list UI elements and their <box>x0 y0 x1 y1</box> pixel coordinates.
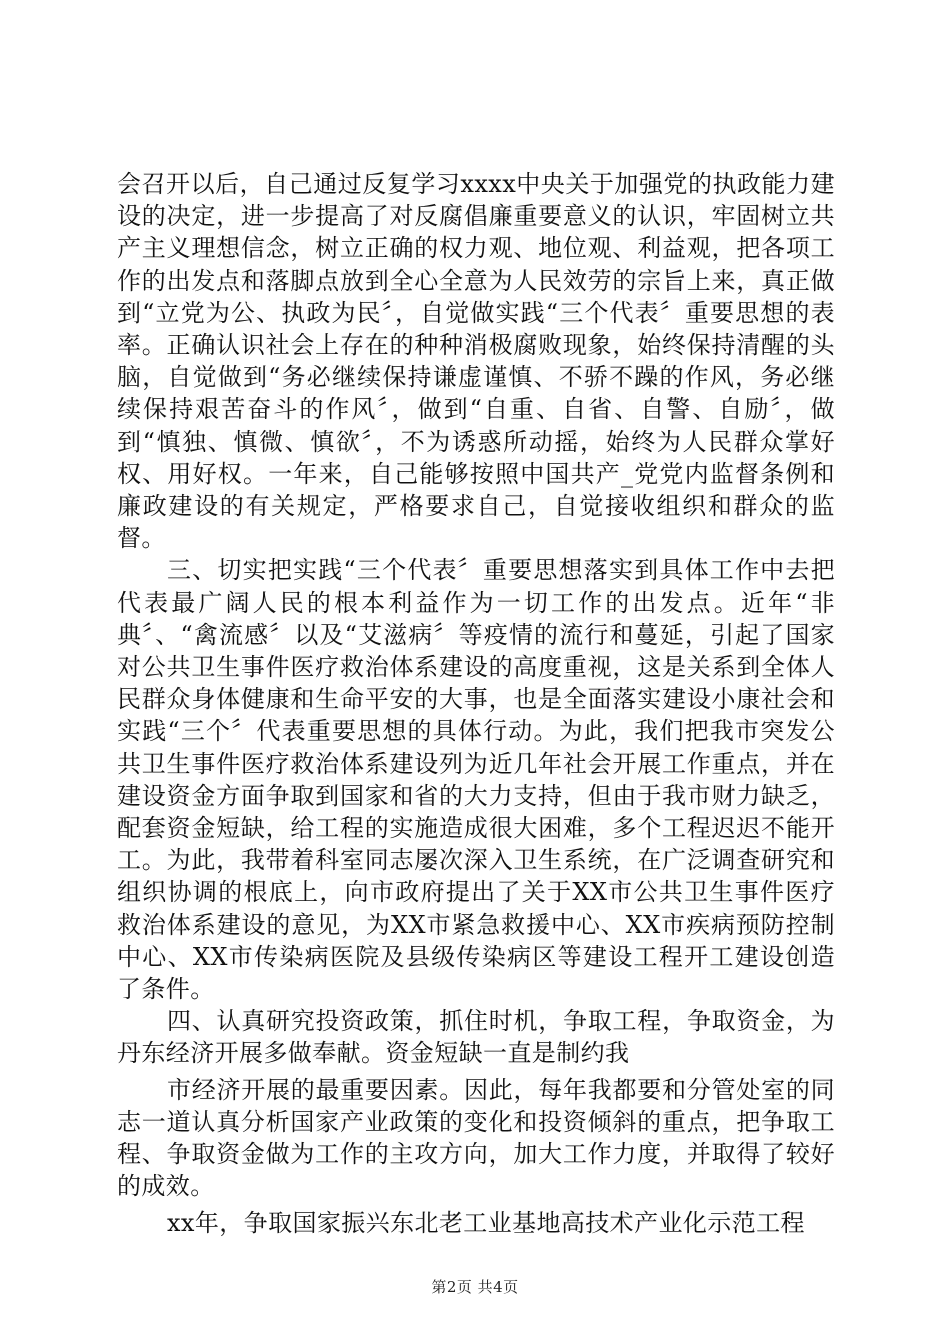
paragraph-1: 会召开以后，自己通过反复学习xxxx中央关于加强党的执政能力建设的决定，进一步提高了对反腐倡廉重要意义的认识，牢固树立共产主义理想信念，树立正确的权力观、地位观、利益观，把各项工作的出发点和落脚点放到全心全意为人民效劳的宗旨上来，真正做到“立党为公、执政为民〞，自觉做实践“三个代表〞重要思想的表率。正确认识社会上存在的种种消极腐败现象，始终保持清醒的头脑，自觉做到“务必继续保持谦虚谨慎、不骄不躁的作风，务必继续保持艰苦奋斗的作风〞，做到“自重、自省、自警、自励〞，做到“慎独、慎微、慎欲〞，不为诱惑所动摇，始终为人民群众掌好权、用好权。一年来，自己能够按照中国共产_党党内监督条例和廉政建设的有关规定，严格要求自己，自觉接收组织和群众的监督。 <box>117 170 835 553</box>
paragraph-5: xx年，争取国家振兴东北老工业基地高技术产业化示范工程 <box>167 1208 805 1237</box>
paragraph-3: 四、认真研究投资政策，抓住时机，争取工程，争取资金，为丹东经济开展多做奉献。资金短缺一直是制约我 <box>117 1007 835 1068</box>
document-body <box>117 168 835 1239</box>
paragraph-4: 市经济开展的最重要因素。因此，每年我都要和分管处室的同志一道认真分析国家产业政策的变化和投资倾斜的重点，把争取工程、争取资金做为工作的主攻方向，加大工作力度，并取得了较好的成效。 <box>117 1075 835 1201</box>
page-footer: 第2页 共4页 <box>431 1278 519 1296</box>
paragraph-2: 三、切实把实践“三个代表〞重要思想落实到具体工作中去把代表最广阔人民的根本利益作为一切工作的出发点。近年“非典〞、“禽流感〞以及“艾滋病〞等疫情的流行和蔓延，引起了国家对公共卫生事件医疗救治体系建设的高度重视，这是关系到全体人民群众身体健康和生命平安的大事，也是全面落实建设小康社会和实践“三个〞代表重要思想的具体行动。为此，我们把我市突发公共卫生事件医疗救治体系建设列为近几年社会开展工作重点，并在建设资金方面争取到国家和省的大力支持，但由于我市财力缺乏，配套资金短缺，给工程的实施造成很大困难，多个工程迟迟不能开工。为此，我带着科室同志屡次深入卫生系统，在广泛调查研究和组织协调的根底上，向市政府提出了关于XX市公共卫生事件医疗救治体系建设的意见，为XX市紧急救援中心、XX市疾病预防控制中心、XX市传染病医院及县级传染病区等建设工程开工建设创造了条件。 <box>117 556 835 1004</box>
